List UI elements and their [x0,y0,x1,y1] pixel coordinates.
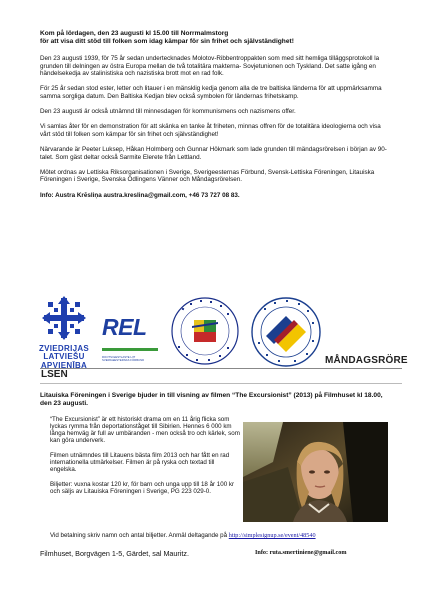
section-divider [40,368,402,384]
film-description [50,416,240,502]
rel-wordmark: REL [102,314,147,340]
zla-line-1: ZVIEDRIJAS [38,344,90,353]
lithuanian-association-logo [170,296,240,366]
paragraph-baltic-chain: För 25 år sedan stod ester, letter och litauer i en mänsklig kedja genom alla de tre baltiska länderna för att uppmärksamma samma sorgliga datum. Den Baltiska Kedjan blev också symbolen för ländernas frihetskamp. [40,85,382,100]
film-still-image [243,422,388,522]
latvian-community-emblem-icon [34,296,94,340]
film-contact-info: Info: ruta.smertiniene@gmail.com [255,549,347,556]
swedish-latvian-association-logo [250,296,322,368]
latvian-community-logo [34,296,94,368]
headline-line-2: för att visa ditt stöd till folken som idag kämpar för sin frihet och självständighet! [40,38,294,46]
announcement-body [40,55,390,207]
info-contact-line: Info: Austra Krēsliņa austra.kreslina@gmail.com, +46 73 727 08 83. [40,191,240,199]
rel-line-1: ROOTSI EESTLASTE LIIT [102,355,136,359]
lithuanian-association-emblem-icon [170,296,240,366]
mandagsrorelsen-wordmark: MÅNDAGSRÖRE [325,355,408,366]
event-headline [40,30,390,47]
zla-line-2: LATVIEŠU [43,352,85,362]
mandagsrorelsen-logo [325,350,408,366]
film-paragraph-plot: “The Excursionist” är ett historiskt drama om en 11 årig flicka som lyckas rymma från deportationståget till Sibirien. Hennes 6 000 km långa hemväg är full av umbäranden - men också tro och kärlek, som kan göra underverk. [50,416,240,445]
estonian-federation-logo [102,314,160,362]
swedish-latvian-association-emblem-icon [250,296,322,368]
rel-stripe-icon [102,348,158,351]
headline-line-1: Kom på lördagen, den 23 augusti kl 15.00 till Norrmalmstorg [40,30,229,37]
registration-link[interactable]: http://simplesignup.se/event/48540 [228,532,316,539]
paragraph-speakers: Närvarande är Peeter Luksep, Håkan Holmberg och Gunnar Hökmark som lade grunden till mändagsrörelsen i början av 90-talet. Som gäst deltar också Sarmite Elerete från Lettland. [40,146,387,161]
film-still-icon [243,422,388,522]
registration-text: Vid betalning skriv namn och antal biljetter. Anmäl deltagande på [50,532,228,539]
registration-line [50,532,400,539]
rel-line-2: SVERIGEESTERNAS FÖRBUND [102,358,145,362]
paragraph-organizers: Mötet ordnas av Lettiska Riksorganisationen i Sverige, Sverigeesternas Förbund, Svensk-Lettiska Föreningen, Litauiska Föreningen i Sverige, Svenska Odlingens Vänner och Måndagsrörelsen. [40,168,375,184]
paragraph-memorial-day: Den 23 augusti är också utnämnd till minnesdagen för kommunismens och nazismens offer. [40,108,296,116]
zla-line-3: APVIENĪBA [40,360,88,370]
paragraph-pact: Den 23 augusti 1939, för 75 år sedan undertecknades Molotov-Ribbentroppakten som med sitt hemliga tilläggsprotokoll la grunden till delningen av östra Europa mellan de två totalitära makterna- Sovjetunionen och Tyskland. Det satte igång en händelsekedja av stalinistiska och nazistiska brott mot en rad folk. [40,55,380,77]
venue-address: Filmhuset, Borgvägen 1-5, Gärdet, sal Mauritz. [40,549,190,558]
film-paragraph-awards: Filmen utnämndes till Litauens bästa film 2013 och har fått en rad internationella utmärkelser. Filmen är på ryska och textad till engelska. [50,451,230,474]
film-event-heading: Litauiska Föreningen i Sverige bjuder in till visning av filmen “The Excursionist” (2013) på Filmhuset kl 18.00, den 23 augusti. [40,392,383,408]
section-label: LSEN [41,369,68,380]
film-paragraph-tickets: Biljetter: vuxna kostar 120 kr, för barn och unga upp till 18 år 100 kr och säljs av Litauiska Föreningen i Sverige, PG 223 029-0. [50,480,235,495]
paragraph-demonstration: Vi samlas åter för en demonstration för att skänka en tanke åt friheten, minnas offren för de totalitära ideologierna och visa vårt stöd till folken som kämpar för sin frihet och självständighet! [40,123,381,138]
